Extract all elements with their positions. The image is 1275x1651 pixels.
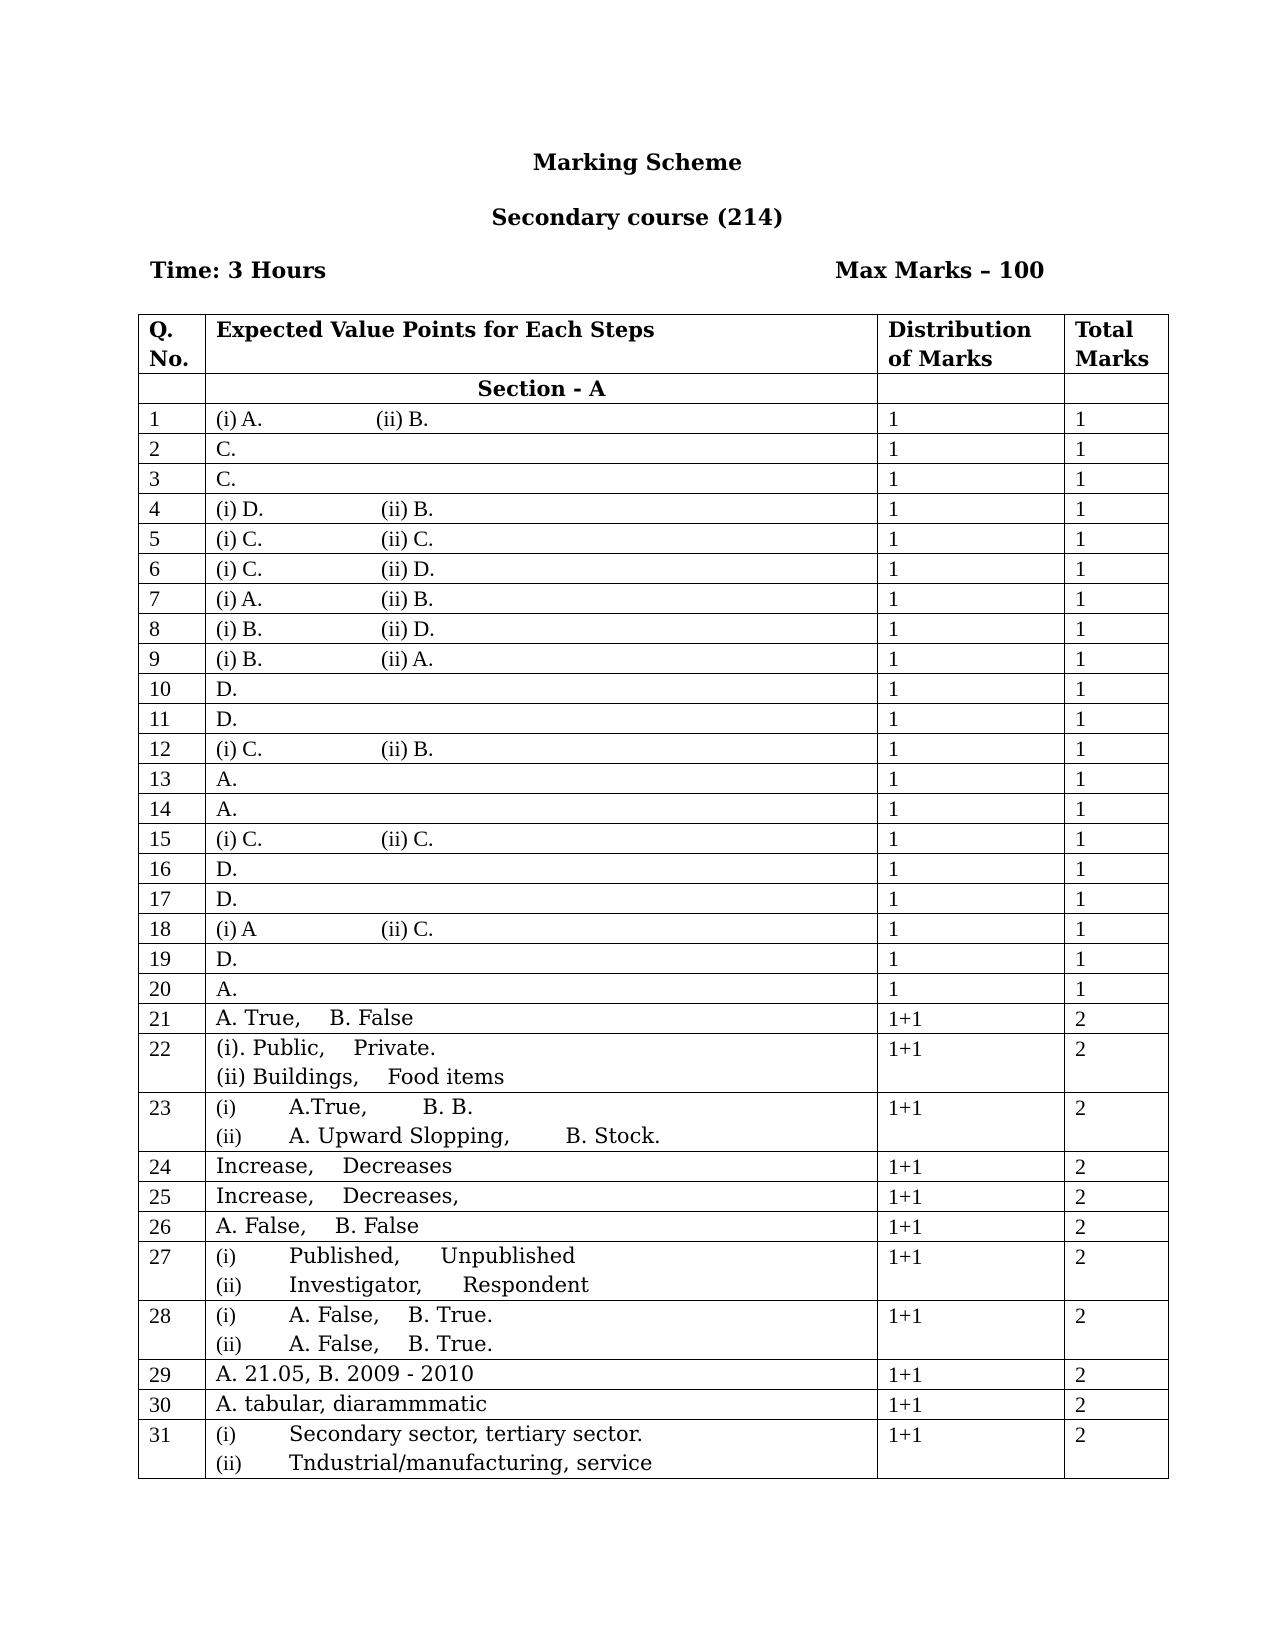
section-label: Section - A [206, 374, 878, 404]
question-number: 10 [139, 674, 206, 704]
table-row [139, 1004, 1169, 1034]
answer-line [216, 1122, 867, 1151]
answer-part-b: B. B. [422, 1095, 474, 1119]
sub-number: (i) [216, 1422, 236, 1446]
answer-part-a: (i) D. [216, 496, 264, 521]
total-marks: 1 [1065, 404, 1169, 434]
question-number: 12 [139, 734, 206, 764]
answer-part-a: A.True, [289, 1095, 368, 1119]
answer-cell [206, 1212, 878, 1242]
table-row [139, 614, 1169, 644]
distribution-marks: 1 [878, 824, 1065, 854]
answer-part-b: B. False [334, 1214, 420, 1238]
answer-line [216, 1063, 867, 1092]
distribution-marks: 1 [878, 974, 1065, 1004]
question-number: 3 [139, 464, 206, 494]
answer-part-b: (ii) C. [381, 526, 434, 551]
total-marks: 2 [1065, 1212, 1169, 1242]
distribution-marks: 1+1 [878, 1242, 1065, 1301]
total-marks: 2 [1065, 1242, 1169, 1301]
question-number: 25 [139, 1182, 206, 1212]
table-row [139, 554, 1169, 584]
sub-number: (ii) [216, 1124, 242, 1148]
answer-cell [206, 554, 878, 584]
question-number: 28 [139, 1301, 206, 1360]
question-number: 2 [139, 434, 206, 464]
answer-cell [206, 914, 878, 944]
answer-part-a: D. [216, 856, 238, 881]
header-total: Total Marks [1065, 315, 1169, 374]
answer-part-b: (ii) B. [381, 496, 434, 521]
answer-part-a: (i) B. [216, 616, 263, 641]
answer-cell [206, 824, 878, 854]
answer-part-a: D. [216, 676, 238, 701]
question-number: 15 [139, 824, 206, 854]
question-number: 13 [139, 764, 206, 794]
answer-cell [206, 1420, 878, 1479]
total-marks: 1 [1065, 494, 1169, 524]
question-number: 8 [139, 614, 206, 644]
answer-cell [206, 764, 878, 794]
table-row [139, 854, 1169, 884]
question-number: 23 [139, 1093, 206, 1152]
answer-part-b: (ii) D. [381, 556, 435, 581]
total-marks: 2 [1065, 1390, 1169, 1420]
answer-part-a: A. False, [216, 1214, 307, 1238]
distribution-marks: 1 [878, 674, 1065, 704]
answer-line [216, 1242, 867, 1271]
sub-number: (ii) [216, 1332, 242, 1356]
sub-number: (ii) [216, 1451, 242, 1475]
answer-part-a: Secondary sector, tertiary sector. [289, 1422, 644, 1446]
answer-part-a: Investigator, [289, 1273, 423, 1297]
question-number: 7 [139, 584, 206, 614]
total-marks: 2 [1065, 1093, 1169, 1152]
distribution-marks: 1+1 [878, 1093, 1065, 1152]
answer-part-a: A. [216, 766, 238, 791]
distribution-marks: 1 [878, 794, 1065, 824]
distribution-marks: 1+1 [878, 1390, 1065, 1420]
total-marks: 1 [1065, 914, 1169, 944]
distribution-marks: 1 [878, 494, 1065, 524]
distribution-marks: 1 [878, 404, 1065, 434]
answer-line [216, 1034, 867, 1063]
total-marks: 1 [1065, 434, 1169, 464]
total-marks: 1 [1065, 854, 1169, 884]
total-marks: 2 [1065, 1182, 1169, 1212]
question-number: 27 [139, 1242, 206, 1301]
table-row [139, 1242, 1169, 1301]
total-marks: 1 [1065, 764, 1169, 794]
answer-part-a: C. [216, 466, 237, 491]
answer-part-a: Tndustrial/manufacturing, service [289, 1451, 653, 1475]
total-marks: 1 [1065, 734, 1169, 764]
table-row [139, 674, 1169, 704]
answer-part-a: Increase, [216, 1154, 315, 1178]
table-row [139, 974, 1169, 1004]
answer-cell [206, 494, 878, 524]
answer-cell [206, 1301, 878, 1360]
table-row [139, 434, 1169, 464]
page-title: Marking Scheme [532, 150, 743, 176]
distribution-marks: 1+1 [878, 1420, 1065, 1479]
answer-part-b: Decreases, [342, 1184, 460, 1208]
answer-cell [206, 614, 878, 644]
answer-part-a: (i) A. [216, 406, 263, 431]
table-row [139, 884, 1169, 914]
answer-part-a: A. [216, 976, 238, 1001]
total-marks: 1 [1065, 644, 1169, 674]
total-marks: 1 [1065, 884, 1169, 914]
distribution-marks: 1+1 [878, 1301, 1065, 1360]
question-number: 22 [139, 1034, 206, 1093]
table-row [139, 764, 1169, 794]
section-empty-cell [1065, 374, 1169, 404]
question-number: 19 [139, 944, 206, 974]
total-marks: 2 [1065, 1152, 1169, 1182]
table-row [139, 944, 1169, 974]
table-row [139, 494, 1169, 524]
answer-cell [206, 584, 878, 614]
answer-part-b: B. True. [407, 1303, 494, 1327]
total-marks: 2 [1065, 1034, 1169, 1093]
table-row [139, 734, 1169, 764]
header-distribution: Distribution of Marks [878, 315, 1065, 374]
answer-cell [206, 1152, 878, 1182]
total-marks: 1 [1065, 554, 1169, 584]
question-number: 9 [139, 644, 206, 674]
distribution-marks: 1 [878, 524, 1065, 554]
answer-part-a: (i) C. [216, 826, 263, 851]
max-marks-label: Max Marks – 100 [835, 258, 1045, 284]
total-marks: 2 [1065, 1360, 1169, 1390]
time-label: Time: 3 Hours [150, 258, 327, 284]
total-marks: 1 [1065, 524, 1169, 554]
answer-line [216, 1449, 867, 1478]
table-row [139, 644, 1169, 674]
distribution-marks: 1+1 [878, 1182, 1065, 1212]
answer-part-b: Unpublished [440, 1244, 576, 1268]
answer-part-a: A. False, [289, 1303, 380, 1327]
answer-part-a: D. [216, 706, 238, 731]
answer-part-a: C. [216, 436, 237, 461]
table-row [139, 794, 1169, 824]
answer-part-b: (ii) B. [376, 406, 429, 431]
answer-part-a: (ii) Buildings, [216, 1065, 360, 1089]
header-qno: Q. No. [139, 315, 206, 374]
answer-part-a: (i) C. [216, 556, 263, 581]
distribution-marks: 1 [878, 644, 1065, 674]
table-row [139, 1212, 1169, 1242]
total-marks: 2 [1065, 1004, 1169, 1034]
answer-cell [206, 1004, 878, 1034]
answer-cell [206, 1390, 878, 1420]
answer-part-a: A. Upward Slopping, [289, 1124, 511, 1148]
answer-cell [206, 674, 878, 704]
table-row [139, 1034, 1169, 1093]
distribution-marks: 1 [878, 554, 1065, 584]
answer-line [216, 1093, 867, 1122]
answer-cell [206, 404, 878, 434]
distribution-marks: 1 [878, 854, 1065, 884]
answer-part-a: (i) B. [216, 646, 263, 671]
total-marks: 1 [1065, 614, 1169, 644]
table-row [139, 914, 1169, 944]
answer-cell [206, 1093, 878, 1152]
answer-part-a: A. 21.05, B. 2009 - 2010 [216, 1362, 475, 1386]
table-row [139, 1182, 1169, 1212]
distribution-marks: 1 [878, 464, 1065, 494]
question-number: 14 [139, 794, 206, 824]
answer-part-a: (i) A. [216, 586, 263, 611]
answer-part-b: (ii) B. [381, 586, 434, 611]
question-number: 31 [139, 1420, 206, 1479]
distribution-marks: 1+1 [878, 1152, 1065, 1182]
total-marks: 1 [1065, 794, 1169, 824]
answer-part-b: (ii) B. [381, 736, 434, 761]
total-marks: 1 [1065, 464, 1169, 494]
course-title: Secondary course (214) [491, 205, 784, 231]
question-number: 20 [139, 974, 206, 1004]
answer-cell [206, 704, 878, 734]
total-marks: 1 [1065, 704, 1169, 734]
table-row [139, 824, 1169, 854]
section-row [139, 374, 1169, 404]
sub-number: (i) [216, 1244, 236, 1268]
total-marks: 1 [1065, 674, 1169, 704]
distribution-marks: 1 [878, 704, 1065, 734]
distribution-marks: 1 [878, 914, 1065, 944]
answer-cell [206, 1034, 878, 1093]
question-number: 4 [139, 494, 206, 524]
answer-cell [206, 974, 878, 1004]
distribution-marks: 1 [878, 944, 1065, 974]
answer-part-a: (i) A [216, 916, 257, 941]
answer-part-b: B. True. [407, 1332, 494, 1356]
answer-part-a: (i) C. [216, 526, 263, 551]
answer-part-a: D. [216, 886, 238, 911]
total-marks: 2 [1065, 1420, 1169, 1479]
sub-number: (i) [216, 1303, 236, 1327]
section-empty-cell [878, 374, 1065, 404]
answer-line [216, 1420, 867, 1449]
table-row [139, 1152, 1169, 1182]
answer-part-b: Food items [387, 1065, 505, 1089]
question-number: 21 [139, 1004, 206, 1034]
distribution-marks: 1+1 [878, 1004, 1065, 1034]
table-row [139, 1420, 1169, 1479]
answer-part-b: Decreases [342, 1154, 453, 1178]
table-row [139, 524, 1169, 554]
answer-cell [206, 524, 878, 554]
answer-part-b: Private. [353, 1036, 437, 1060]
answer-cell [206, 1242, 878, 1301]
total-marks: 1 [1065, 824, 1169, 854]
question-number: 1 [139, 404, 206, 434]
question-number: 6 [139, 554, 206, 584]
question-number: 29 [139, 1360, 206, 1390]
question-number: 17 [139, 884, 206, 914]
answer-part-a: Published, [289, 1244, 401, 1268]
distribution-marks: 1 [878, 584, 1065, 614]
answer-part-a: (i) C. [216, 736, 263, 761]
sub-number: (ii) [216, 1273, 242, 1297]
answer-part-a: D. [216, 946, 238, 971]
answer-line [216, 1301, 867, 1330]
answer-part-a: A. False, [289, 1332, 380, 1356]
answer-part-b: B. False [329, 1006, 414, 1030]
answer-part-a: A. True, [216, 1006, 302, 1030]
table-row [139, 584, 1169, 614]
answer-part-a: (i). Public, [216, 1036, 326, 1060]
marking-table [138, 314, 1169, 1479]
total-marks: 1 [1065, 944, 1169, 974]
distribution-marks: 1+1 [878, 1034, 1065, 1093]
answer-cell [206, 944, 878, 974]
question-number: 5 [139, 524, 206, 554]
table-row [139, 464, 1169, 494]
answer-part-a: A. tabular, diarammmatic [216, 1392, 488, 1416]
table-row [139, 1093, 1169, 1152]
answer-cell [206, 644, 878, 674]
header-row [139, 315, 1169, 374]
answer-cell [206, 434, 878, 464]
distribution-marks: 1 [878, 614, 1065, 644]
answer-cell [206, 794, 878, 824]
answer-part-b: (ii) A. [381, 646, 434, 671]
total-marks: 1 [1065, 974, 1169, 1004]
question-number: 16 [139, 854, 206, 884]
answer-part-b: (ii) C. [381, 916, 434, 941]
section-empty-cell [139, 374, 206, 404]
answer-part-a: A. [216, 796, 238, 821]
table-row [139, 1360, 1169, 1390]
answer-cell [206, 464, 878, 494]
answer-cell [206, 884, 878, 914]
total-marks: 1 [1065, 584, 1169, 614]
sub-number: (i) [216, 1095, 236, 1119]
answer-part-b: (ii) C. [381, 826, 434, 851]
question-number: 18 [139, 914, 206, 944]
table-row [139, 1390, 1169, 1420]
distribution-marks: 1 [878, 764, 1065, 794]
answer-part-a: Increase, [216, 1184, 315, 1208]
distribution-marks: 1 [878, 734, 1065, 764]
answer-cell [206, 1360, 878, 1390]
header-expected: Expected Value Points for Each Steps [206, 315, 878, 374]
question-number: 24 [139, 1152, 206, 1182]
total-marks: 2 [1065, 1301, 1169, 1360]
answer-part-b: B. Stock. [565, 1124, 661, 1148]
table-row [139, 1301, 1169, 1360]
answer-part-b: Respondent [462, 1273, 589, 1297]
distribution-marks: 1+1 [878, 1360, 1065, 1390]
answer-cell [206, 854, 878, 884]
distribution-marks: 1 [878, 434, 1065, 464]
answer-line [216, 1330, 867, 1359]
table-row [139, 704, 1169, 734]
answer-cell [206, 1182, 878, 1212]
question-number: 11 [139, 704, 206, 734]
answer-cell [206, 734, 878, 764]
distribution-marks: 1+1 [878, 1212, 1065, 1242]
distribution-marks: 1 [878, 884, 1065, 914]
answer-line [216, 1271, 867, 1300]
answer-part-b: (ii) D. [381, 616, 435, 641]
question-number: 30 [139, 1390, 206, 1420]
table-row [139, 404, 1169, 434]
question-number: 26 [139, 1212, 206, 1242]
